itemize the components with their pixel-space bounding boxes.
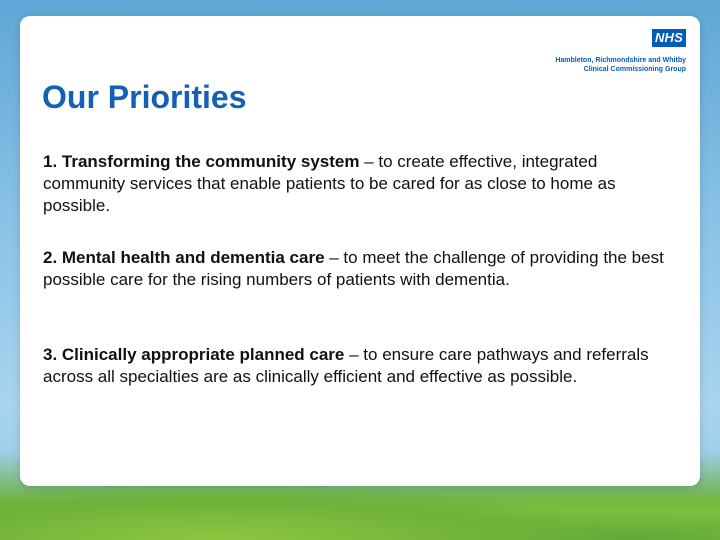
priority-1 bbox=[43, 151, 683, 217]
page-title: Our Priorities bbox=[42, 79, 247, 115]
priority-2-heading: 2. Mental health and dementia care bbox=[43, 248, 325, 267]
organisation-name bbox=[555, 56, 686, 74]
priority-3-text: – to ensure care pathways and referrals across all specialties are as clinically efficient and effective as possible. bbox=[43, 345, 649, 386]
priority-2-text: – to meet the challenge of providing the best possible care for the rising numbers of patients with dementia. bbox=[43, 248, 664, 289]
slide-card bbox=[20, 16, 700, 486]
priority-2 bbox=[43, 247, 683, 291]
priority-3 bbox=[43, 344, 683, 388]
organisation-name-line1: Hambleton, Richmondshire and Whitby bbox=[555, 57, 686, 64]
priority-1-heading: 1. Transforming the community system bbox=[43, 152, 360, 171]
priority-3-heading: 3. Clinically appropriate planned care bbox=[43, 345, 345, 364]
priority-1-text: – to create effective, integrated community services that enable patients to be cared for as close to home as possible. bbox=[43, 152, 616, 215]
nhs-logo: NHS bbox=[652, 29, 686, 47]
organisation-name-line2: Clinical Commissioning Group bbox=[583, 66, 686, 73]
